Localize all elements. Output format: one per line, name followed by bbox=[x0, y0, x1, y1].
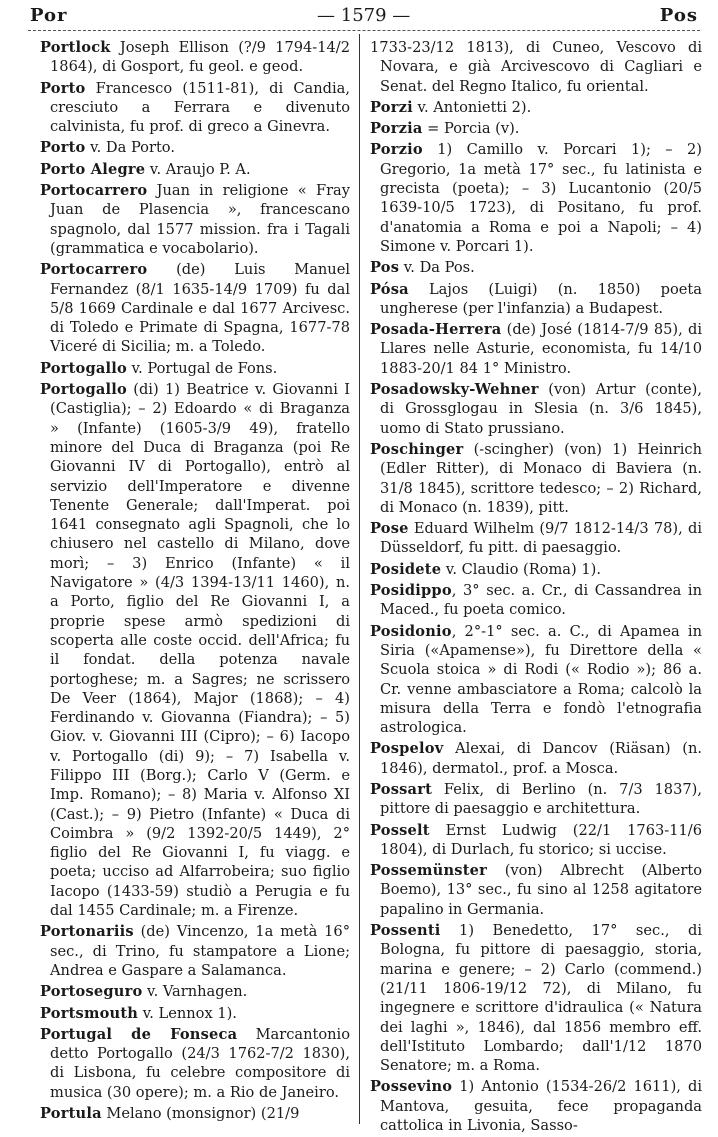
dictionary-entry bbox=[370, 38, 702, 96]
dictionary-entry bbox=[40, 1104, 350, 1123]
dictionary-entry bbox=[370, 780, 702, 819]
entry-text: Eduard Wilhelm (9/7 1812-14/3 78), di Düsseldorf, fu pitt. di paesaggio. bbox=[380, 520, 702, 557]
dictionary-entry bbox=[40, 922, 350, 980]
entry-headword: Possart bbox=[370, 780, 433, 798]
entry-text: Alexai, di Dancov (Riäsan) (n. 1846), dermatol., prof. a Mosca. bbox=[380, 740, 702, 777]
entry-headword: Portocarrero bbox=[40, 261, 148, 279]
entry-text: (di) 1) Beatrice v. Giovanni I (Castiglia); – 2) Edoardo « di Braganza » (Infante) (1605-3/9 49), fratello minore del Duca di Braganza (poi Re Giovanni IV di Portogallo), entrò al servizio dell'Imperatore e divenne Tenente Generale; dall'Imperat. poi 1641 consegnato agli Spagnoli, che lo chiusero nel castello di Milano, dove morì; – 3) Enrico (Infante) « il Navigatore » (4/3 1394-13/11 1460), n. a Porto, figlio del Re Giovanni I, a proprie spese armò spedizioni di scoperta alle coste occid. dell'Africa; fu il fondat. della potenza navale portoghese; m. a Sagres; ne scrissero De Veer (1864), Major (1868); – 4) Ferdinando v. Giovanna (Fiandra); – 5) Giov. v. Giovanni III (Cipro); – 6) Iacopo v. Portogallo (di) 9); – 7) Isabella v. Filippo III (Borg.); Carlo V (Germ. e Imp. Romano); – 8) Maria v. Alfonso XI (Cast.); – 9) Pietro (Infante) « Duca di Coimbra » (9/2 1392-20/5 1449), 2° figlio del Re Giovanni I, fu viagg. e poeta; ucciso ad Alfarrobeira; suo figlio Iacopo (1433-59) studiò a Perugia e fu dal 1455 Cardinale; m. a Firenze. bbox=[50, 381, 350, 920]
entry-text: Melano (monsignor) (21/9 bbox=[101, 1105, 300, 1123]
entry-text: = Porcia (v). bbox=[422, 120, 520, 138]
entry-headword: Poschinger bbox=[370, 440, 464, 458]
entry-text: v. Varnhagen. bbox=[142, 983, 248, 1001]
entry-text: v. Da Porto. bbox=[85, 139, 175, 157]
entry-headword: Posidonio bbox=[370, 622, 452, 640]
right-column bbox=[370, 38, 702, 1137]
entry-headword: Pospelov bbox=[370, 740, 444, 758]
dictionary-entry bbox=[40, 79, 350, 137]
entry-text: 1) Benedetto, 17° sec., di Bologna, fu pittore di paesaggio, storia, marina e genere; – 2) Carlo (commend.) (21/11 1806-19/12 72), di Milano, fu ingegnere e scrittore d'idraulica (« Natura dei laghi », 1846), dal 1856 membro eff. dell'Istituto Lombardo; dall'1/12 1870 Senatore; m. a Roma. bbox=[380, 922, 702, 1075]
entry-headword: Porto bbox=[40, 139, 86, 157]
dictionary-entry bbox=[40, 38, 350, 77]
dictionary-entry bbox=[370, 1077, 702, 1135]
dictionary-entry bbox=[40, 181, 350, 258]
dictionary-entry bbox=[370, 98, 702, 117]
entry-headword: Posidete bbox=[370, 560, 442, 578]
entry-headword: Portogallo bbox=[40, 381, 127, 399]
dictionary-entry bbox=[40, 982, 350, 1001]
dictionary-entry bbox=[370, 921, 702, 1075]
entry-text: 1) Camillo v. Porcari 1); – 2) Gregorio, 1a metà 17° sec., fu latinista e grecista (poeta); – 3) Lucantonio (20/5 1639-10/5 1723), di Positano, fu prof. d'anatomia a Roma e poi a Napoli; – 4) Simone v. Porcari 1). bbox=[380, 141, 702, 255]
right-guide-word: Pos bbox=[659, 4, 698, 26]
dictionary-entry bbox=[370, 861, 702, 919]
dictionary-entry bbox=[40, 138, 350, 157]
entry-headword: Pósa bbox=[370, 280, 409, 298]
entry-headword: Portonariis bbox=[40, 923, 134, 941]
entry-text: Felix, di Berlino (n. 7/3 1837), pittore di paesaggio e architettura. bbox=[380, 780, 702, 818]
entry-text: Lajos (Luigi) (n. 1850) poeta ungherese (per l'infanzia) a Budapest. bbox=[380, 280, 702, 317]
entry-headword: Porzio bbox=[370, 141, 423, 159]
dictionary-entry bbox=[40, 260, 350, 356]
dictionary-entry bbox=[40, 160, 350, 179]
entry-headword: Portocarrero bbox=[40, 182, 148, 200]
entry-text: Francesco (1511-81), di Candia, cresciuto a Ferrara e divenuto calvinista, fu prof. di greco a Ginevra. bbox=[50, 79, 350, 136]
entry-headword: Portsmouth bbox=[40, 1004, 139, 1022]
left-column bbox=[40, 38, 350, 1125]
entry-text: v. Araujo P. A. bbox=[145, 160, 251, 178]
dictionary-entry bbox=[370, 622, 702, 738]
dictionary-entry bbox=[370, 440, 702, 517]
entry-headword: Portogallo bbox=[40, 359, 127, 377]
entry-text: (von) Artur (conte), di Grossglogau in Slesia (n. 3/6 1845), uomo di Stato prussiano. bbox=[380, 381, 702, 437]
entry-headword: Possevino bbox=[370, 1078, 453, 1096]
dictionary-entry bbox=[370, 821, 702, 860]
entry-text: 1733-23/12 1813), di Cuneo, Vescovo di Novara, e già Arcivescovo di Cagliari e Senat. del Regno Italico, fu oriental. bbox=[370, 39, 702, 95]
entry-headword: Possenti bbox=[370, 922, 441, 940]
entry-text: Joseph Ellison (?/9 1794-14/2 1864), di Gosport, fu geol. e geod. bbox=[50, 39, 350, 76]
entry-text: (-scingher) (von) 1) Heinrich (Edler Ritter), di Monaco di Baviera (n. 31/8 1845), scrittore tedesco; – 2) Richard, di Monaco (n. 1839), pitt. bbox=[380, 440, 702, 516]
entry-headword: Porto bbox=[40, 79, 86, 97]
dictionary-entry bbox=[370, 560, 702, 579]
entry-headword: Portula bbox=[40, 1105, 102, 1123]
entry-headword: Pose bbox=[370, 520, 409, 538]
dictionary-entry bbox=[370, 581, 702, 620]
entry-text: (de) Luis Manuel Fernandez (8/1 1635-14/9 1709) fu dal 5/8 1669 Cardinale e dal 1677 Arcivesc. di Toledo e Primate di Spagna, 1677-78 Viceré di Sicilia; m. a Toledo. bbox=[50, 261, 350, 356]
entry-text: v. Antonietti 2). bbox=[412, 98, 532, 116]
dictionary-entry bbox=[40, 1025, 350, 1102]
entry-headword: Portlock bbox=[40, 39, 111, 56]
dictionary-entry bbox=[370, 320, 702, 378]
column-divider bbox=[359, 34, 360, 1124]
entry-text: v. Claudio (Roma) 1). bbox=[441, 560, 601, 578]
entry-text: (de) José (1814-7/9 85), di Llares nelle Asturie, economista, fu 14/10 1883-20/1 84 1° Ministro. bbox=[380, 321, 702, 377]
dictionary-entry bbox=[370, 258, 702, 277]
entry-text: 1) Antonio (1534-26/2 1611), di Mantova, gesuita, fece propaganda cattolica in Livonia, Sasso- bbox=[380, 1078, 702, 1135]
dictionary-entry bbox=[370, 380, 702, 438]
entry-headword: Porto Alegre bbox=[40, 160, 146, 178]
entry-headword: Posidippo bbox=[370, 582, 452, 600]
entry-headword: Possemünster bbox=[370, 862, 488, 880]
entry-text: Ernst Ludwig (22/1 1763-11/6 1804), di Durlach, fu storico; si uccise. bbox=[380, 821, 702, 858]
page-number: — 1579 — bbox=[317, 4, 411, 26]
entry-headword: Porzi bbox=[370, 98, 413, 116]
entry-text: , 3° sec. a. Cr., di Cassandrea in Maced., fu poeta comico. bbox=[380, 582, 702, 619]
dictionary-entry bbox=[370, 519, 702, 558]
page-header bbox=[30, 0, 698, 30]
dictionary-entry bbox=[370, 280, 702, 319]
header-rule bbox=[28, 30, 700, 31]
dictionary-entry bbox=[370, 140, 702, 256]
entry-headword: Posadowsky-Wehner bbox=[370, 381, 539, 399]
entry-headword: Portugal de Fonseca bbox=[40, 1025, 238, 1043]
left-guide-word: Por bbox=[30, 4, 68, 26]
entry-text: Juan in religione « Fray Juan de Plasencia », francescano spagnolo, dal 1577 mission. fra i Tagali (grammatica e vocabolario). bbox=[50, 182, 350, 257]
entry-text: , 2°-1° sec. a. C., di Apamea in Siria («Apamense»), fu Direttore della « Scuola stoica » di Rodi (« Rodio »); 86 a. Cr. venne ambasciatore a Roma; calcolò la misura della Terra e fondò l'etnografia astrologica. bbox=[380, 622, 702, 737]
dictionary-entry bbox=[40, 380, 350, 920]
dictionary-entry bbox=[40, 1004, 350, 1023]
entry-text: (von) Albrecht (Alberto Boemo), 13° sec., fu sino al 1258 agitatore papalino in Germania. bbox=[380, 862, 702, 918]
entry-headword: Porzia bbox=[370, 120, 423, 138]
dictionary-entry bbox=[370, 739, 702, 778]
entry-text: (de) Vincenzo, 1a metà 16° sec., di Trino, fu stampatore a Lione; Andrea e Gaspare a Salamanca. bbox=[50, 923, 350, 979]
entry-headword: Pos bbox=[370, 259, 400, 277]
entry-headword: Posada-Herrera bbox=[370, 321, 502, 339]
entry-text: Marcantonio detto Portogallo (24/3 1762-7/2 1830), di Lisbona, fu celebre compositore di musica (30 opere); m. a Rio de Janeiro. bbox=[50, 1025, 350, 1101]
dictionary-entry bbox=[40, 359, 350, 378]
dictionary-entry bbox=[370, 119, 702, 138]
entry-text: v. Lennox 1). bbox=[138, 1004, 237, 1022]
entry-headword: Posselt bbox=[370, 821, 430, 839]
entry-text: v. Portugal de Fons. bbox=[126, 359, 278, 377]
entry-text: v. Da Pos. bbox=[399, 259, 475, 277]
entry-headword: Portoseguro bbox=[40, 983, 143, 1001]
